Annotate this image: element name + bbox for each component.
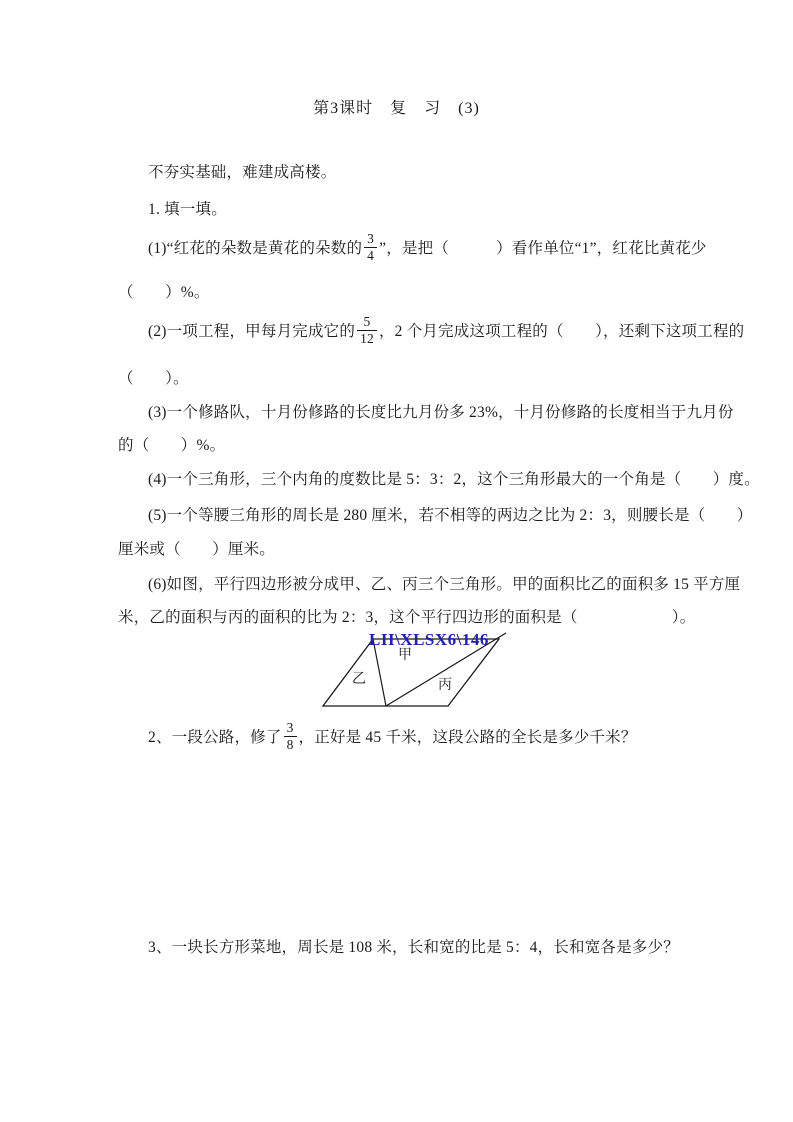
item3-line2: 的（ ）%。	[118, 437, 226, 454]
fraction-3-4: $\frac{3}{4}$	[364, 231, 377, 263]
item3-line1: (3)一个修路队，十月份修路的长度比九月份多 23%，十月份修路的长度相当于九月份	[148, 404, 734, 421]
item6-line1: (6)如图，平行四边形被分成甲、乙、丙三个三角形。甲的面积比乙的面积多 15 平方厘	[148, 576, 741, 593]
item2-line1	[118, 310, 745, 350]
question3-line: 3、一块长方形菜地，周长是 108 米，长和宽的比是 5：4，长和宽各是多少？	[148, 939, 679, 956]
question2-text-post: ，正好是 45 千米，这段公路的全长是多少千米？	[298, 729, 637, 746]
figure-label-yi: 乙	[352, 672, 366, 687]
item2-text-pre: (2)一项工程，甲每月完成它的	[148, 323, 356, 340]
parallelogram-figure	[316, 627, 516, 713]
item6-line2: 米，乙的面积与丙的面积的比为 2：3，这个平行四边形的面积是（ ）。	[118, 609, 696, 626]
fraction-5-12: $\frac{5}{12}$	[357, 314, 377, 346]
page-title: 第3课时 复 习 (3)	[313, 100, 480, 117]
figure-label-jia: 甲	[398, 648, 412, 663]
fraction-3-8: $\frac{3}{8}$	[284, 720, 297, 752]
question2-line	[118, 716, 728, 756]
intro-line: 不夯实基础，难建成高楼。	[148, 164, 337, 181]
figure-watermark: LII\XLSX6\146	[369, 630, 489, 649]
section1-heading: 1. 填一填。	[148, 201, 227, 218]
figure-label-bing: 丙	[438, 678, 452, 693]
item5-line1: (5)一个等腰三角形的周长是 280 厘米，若不相等的两边之比为 2：3，则腰长是（ ）	[148, 507, 753, 524]
item5-line2: 厘米或（ ）厘米。	[118, 541, 276, 558]
item2-line2: （ ）。	[118, 370, 189, 387]
item4-line1: (4)一个三角形，三个内角的度数比是 5：3：2，这个三角形最大的一个角是（ ）度。	[148, 471, 760, 488]
item1-line2: （ ）%。	[118, 284, 210, 301]
item1-text-post: ”，是把（ ）看作单位“1”，红花比黄花少	[379, 240, 707, 257]
item1-text-pre: (1)“红花的朵数是黄花的朵数的	[148, 240, 363, 257]
question2-text-pre: 2、一段公路，修了	[148, 729, 282, 746]
item1-line1	[118, 227, 728, 267]
item2-text-post: ，2 个月完成这项工程的（ ），还剩下这项工程的	[378, 323, 745, 340]
